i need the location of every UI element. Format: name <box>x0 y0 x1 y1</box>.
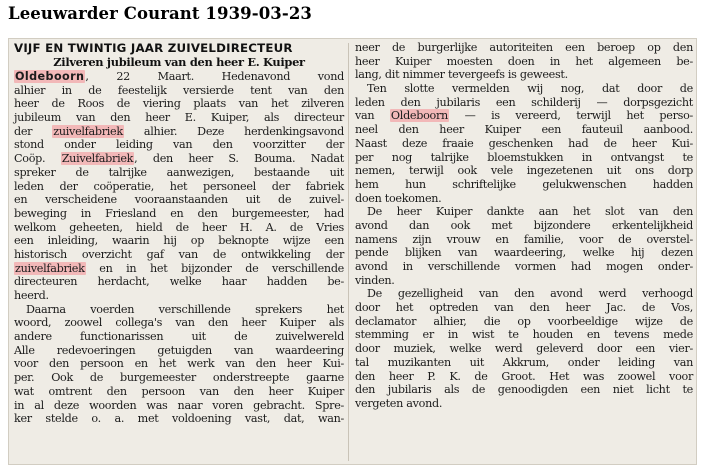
text-segment: stemming er in wist te houden en tevens mede <box>355 328 693 342</box>
text-segment: in al deze woorden was naar voren gebracht. Spre- <box>14 398 344 412</box>
text-line <box>14 371 344 385</box>
text-segment: declamator alhier, die op voorbeeldige wijze de <box>355 314 693 328</box>
text-line <box>355 178 693 192</box>
right-column-text <box>355 41 693 411</box>
text-line <box>355 370 693 384</box>
article-headline: VIJF EN TWINTIG JAAR ZUIVELDIRECTEUR <box>14 41 293 55</box>
text-segment: spreker de talrijke aanwezigen, bestaande uit <box>14 165 344 179</box>
text-segment: en in het bijzonder de verschillende <box>85 261 344 275</box>
text-line <box>14 262 344 276</box>
text-line <box>14 316 344 330</box>
text-line <box>14 275 344 289</box>
text-segment: beweging in Friesland en den burgemeester, had <box>14 206 344 220</box>
text-line <box>355 301 693 315</box>
text-segment: leden den jubilaris een schilderij — dorpsgezicht <box>355 95 693 109</box>
text-segment: alhier in de feestelijk versierde tent van den <box>14 83 344 97</box>
highlighted-term: Zuivelfabriek <box>61 152 134 166</box>
text-line <box>14 303 344 317</box>
text-segment: nemen, terwijl ook vele ingezetenen uit ons dorp <box>355 164 693 178</box>
page-title: Leeuwarder Courant 1939-03-23 <box>8 4 312 23</box>
text-line <box>355 219 693 233</box>
text-segment: alhier. Deze herdenkingsavond <box>123 124 344 138</box>
highlighted-term: zuivelfabriek <box>53 124 123 138</box>
text-segment: den heer P. K. de Groot. Het was zoowel voor <box>355 369 693 383</box>
text-line <box>355 164 693 178</box>
text-segment: historisch overzicht gaf van de ontwikkeling der <box>14 247 344 261</box>
text-line <box>355 233 693 247</box>
text-line <box>14 152 344 166</box>
text-segment: voor den persoon en het werk van den heer Kui- <box>14 357 344 371</box>
text-segment: door muziek, welke werd geleverd door een vier- <box>355 342 693 356</box>
text-line <box>355 397 693 411</box>
text-line <box>355 315 693 329</box>
text-line <box>355 192 693 206</box>
text-segment: ker stelde o. a. met voldoening vast, dat, wan- <box>14 412 344 426</box>
text-segment: pende blijken van waardeering, welke hij dezen <box>355 246 693 260</box>
text-segment: vergeten avond. <box>355 396 443 410</box>
text-line <box>14 166 344 180</box>
text-line <box>14 125 344 139</box>
text-segment: namens zijn vrouw en familie, voor de overstel- <box>355 232 693 246</box>
text-segment: leden der coöperatie, het personeel der fabriek <box>14 179 344 193</box>
text-line <box>355 383 693 397</box>
column-divider <box>348 43 349 461</box>
text-line <box>355 55 693 69</box>
text-segment: per. Ook de burgemeester onderstreepte gaarne <box>14 371 344 385</box>
text-segment: hem hun schriftelijke gelukwenschen hadden <box>355 177 693 191</box>
text-line <box>355 96 693 110</box>
text-segment: avond in verschillende vormen had mogen onder- <box>355 260 693 273</box>
text-segment: woord, zoowel collega's van den heer Kuiper als <box>14 316 344 330</box>
text-segment: Daarna voerden verschillende sprekers het <box>26 302 344 316</box>
text-line <box>14 289 344 303</box>
right-column <box>355 41 693 411</box>
text-line <box>14 234 344 248</box>
text-line <box>14 97 344 111</box>
text-line <box>355 137 693 151</box>
text-line <box>355 260 693 274</box>
text-segment: lang, dit nimmer tevergeefs is geweest. <box>355 68 568 82</box>
text-line <box>14 180 344 194</box>
text-segment: jubileum van den heer E. Kuiper, als directeur <box>14 111 344 125</box>
text-segment: welkom geheeten, hield de heer H. A. de Vries <box>14 220 344 234</box>
text-segment: Coöp. <box>14 152 61 166</box>
text-line <box>355 41 693 55</box>
highlighted-term: Oldeboorn <box>390 109 448 123</box>
text-segment: Naast deze fraaie geschenken had de heer Kui- <box>355 136 693 150</box>
highlighted-term: zuivelfabriek <box>15 261 85 275</box>
text-line <box>14 193 344 207</box>
text-segment: neel den heer Kuiper een fauteuil aanbood. <box>355 123 693 137</box>
text-line <box>355 342 693 356</box>
text-segment: neer de burgerlijke autoriteiten een beroep op den <box>355 41 693 54</box>
text-line <box>355 287 693 301</box>
text-segment: door het optreden van den heer Jac. de Vos, <box>355 301 693 315</box>
left-column <box>14 41 344 426</box>
text-segment: De gezelligheid van den avond werd verhoogd <box>367 287 693 301</box>
text-segment: , den heer S. Bouma. Nadat <box>134 152 344 166</box>
text-segment: per nog talrijke bloemstukken in ontvangst te <box>355 150 693 164</box>
text-segment: en verscheidene vooraanstaanden uit de zuivel- <box>14 193 344 207</box>
text-line <box>355 68 693 82</box>
text-line <box>14 357 344 371</box>
text-segment: vinden. <box>355 273 395 287</box>
text-line <box>14 399 344 413</box>
text-line <box>14 412 344 426</box>
newspaper-clipping <box>8 38 697 465</box>
text-segment: den jubilaris als de genoodigden een niet licht te <box>355 383 693 397</box>
text-segment: der <box>14 124 53 138</box>
text-line <box>14 138 344 152</box>
text-line <box>14 111 344 125</box>
text-segment: doen toekomen. <box>355 191 442 205</box>
text-line <box>355 356 693 370</box>
text-segment: heer Kuiper moesten doen in het algemeen be- <box>355 54 693 68</box>
text-segment: directeuren herdacht, welke haar hadden be- <box>14 275 344 289</box>
text-line <box>14 248 344 262</box>
text-line <box>355 274 693 288</box>
text-segment: stond onder leiding van den voorzitter der <box>14 138 344 152</box>
text-line <box>14 385 344 399</box>
left-column-text <box>14 70 344 426</box>
text-segment: tal muzikanten uit Akkrum, onder leiding van <box>355 355 693 369</box>
text-segment: wat omtrent den persoon van den heer Kuiper <box>14 384 344 398</box>
text-line <box>355 328 693 342</box>
text-line <box>355 205 693 219</box>
text-segment: heer de Roos de viering plaats van het zilveren <box>14 97 344 111</box>
article-subheadline: Zilveren jubileum van den heer E. Kuiper <box>53 55 305 69</box>
text-segment: heerd. <box>14 289 49 302</box>
text-line <box>355 123 693 137</box>
text-segment: avond dan ook met bijzondere erkentelijkheid <box>355 218 693 232</box>
text-line <box>14 221 344 235</box>
text-line <box>14 70 344 84</box>
text-segment: andere functionarissen uit de zuivelwereld <box>14 330 344 344</box>
text-line <box>355 246 693 260</box>
text-segment: een inleiding, waarin hij op beknopte wijze een <box>14 234 344 248</box>
text-segment: De heer Kuiper dankte aan het slot van den <box>367 205 693 219</box>
text-line <box>355 109 693 123</box>
text-segment: Alle redevoeringen getuigden van waardeering <box>14 343 344 357</box>
text-segment: — is vereerd, terwijl het perso- <box>448 109 693 123</box>
text-segment: Ten slotte vermelden wij nog, dat door de <box>367 82 693 96</box>
text-segment: van <box>355 109 390 123</box>
highlighted-term: Oldeboorn <box>15 70 85 83</box>
text-line <box>355 151 693 165</box>
text-line <box>14 344 344 358</box>
text-line <box>14 84 344 98</box>
text-line <box>355 82 693 96</box>
text-segment: , 22 Maart. Hedenavond vond <box>85 70 344 83</box>
text-line <box>14 330 344 344</box>
text-line <box>14 207 344 221</box>
